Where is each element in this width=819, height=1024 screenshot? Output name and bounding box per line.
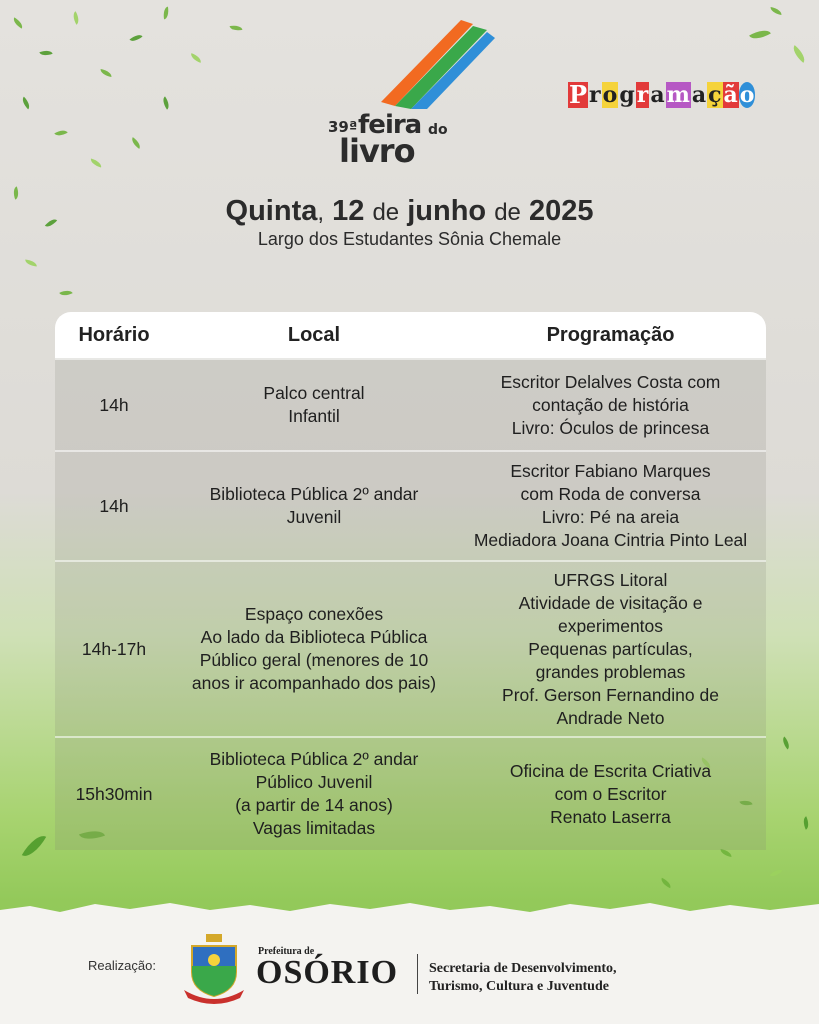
header-programacao: Programação — [546, 323, 675, 346]
cell-line: Palco central — [263, 383, 365, 403]
cell-line: Vagas limitadas — [252, 818, 376, 838]
torn-paper-edge — [0, 900, 819, 918]
secretaria-line: Turismo, Cultura e Juventude — [429, 979, 609, 994]
title-letter: a — [650, 82, 665, 108]
title-letter: r — [636, 82, 649, 108]
cell-programacao — [455, 569, 766, 730]
date-day: 12 — [332, 195, 365, 227]
cell-horario: 14h — [99, 495, 129, 516]
cell-line: Andrade Neto — [556, 707, 665, 728]
cell-horario: 14h-17h — [81, 638, 147, 659]
cell-line: Juvenil — [286, 507, 342, 527]
cell-line: Ao lado da Biblioteca Pública — [200, 627, 428, 647]
cell-local — [173, 382, 455, 428]
cell-programacao — [455, 371, 766, 440]
cell-line: contação de história — [532, 394, 689, 415]
cell-local — [173, 483, 455, 529]
cell-line: anos ir acompanhado dos pais) — [191, 673, 437, 693]
cell-line: Biblioteca Pública 2º andar — [209, 484, 419, 504]
table-body — [55, 358, 766, 850]
cell-line: Renato Laserra — [550, 806, 671, 827]
footer-divider — [417, 954, 418, 994]
cell-programacao — [455, 760, 766, 829]
city-name: OSÓRIO — [256, 954, 399, 991]
title-letter: P — [569, 80, 588, 109]
footer — [0, 914, 819, 1024]
secretaria-line: Secretaria de Desenvolvimento, — [429, 961, 617, 976]
event-name-feira: feira — [358, 110, 422, 140]
cell-line: grandes problemas — [535, 661, 686, 682]
schedule-table — [55, 312, 766, 850]
event-logo — [325, 14, 495, 170]
table-row — [55, 450, 766, 560]
edition-number: 39ª — [328, 118, 358, 136]
date-weekday: Quinta — [225, 195, 318, 227]
cell-line: Livro: Óculos de princesa — [511, 417, 710, 438]
cell-line: Público geral (menores de 10 — [199, 650, 429, 670]
cell-local — [173, 603, 455, 695]
cell-line: Espaço conexões — [244, 604, 384, 624]
cell-line: Pequenas partículas, — [528, 638, 693, 659]
cell-horario: 15h30min — [75, 783, 153, 804]
title-letter: m — [666, 82, 690, 108]
cell-line: Escritor Delalves Costa com — [500, 371, 721, 392]
cell-line: Prof. Gerson Fernandino de — [502, 684, 719, 705]
header-horario: Horário — [78, 323, 150, 346]
book-icon — [375, 14, 495, 109]
cell-line: Oficina de Escrita Criativa — [509, 760, 712, 781]
date-month: junho — [407, 195, 487, 227]
cell-line: Biblioteca Pública 2º andar — [209, 749, 419, 769]
table-header — [55, 312, 766, 358]
cell-line: Atividade de visitação e — [518, 592, 703, 613]
title-letter: o — [739, 82, 755, 108]
date-de: de — [372, 199, 400, 226]
cell-line: com o Escritor — [554, 783, 667, 804]
date-comma: , — [317, 199, 325, 226]
title-letter: o — [602, 82, 618, 108]
date-year: 2025 — [528, 195, 594, 227]
table-row — [55, 560, 766, 736]
section-title-programacao — [568, 82, 755, 108]
cell-line: Mediadora Joana Cintria Pinto Leal — [473, 530, 748, 550]
event-name-do: do — [428, 122, 448, 138]
title-letter: g — [619, 82, 635, 108]
realizacao-label: Realização: — [88, 958, 156, 973]
cell-line: UFRGS Litoral — [553, 569, 668, 590]
cell-line: Livro: Pé na areia — [541, 507, 680, 527]
cell-horario: 14h — [99, 394, 129, 415]
table-row — [55, 358, 766, 450]
cell-line: experimentos — [557, 615, 664, 636]
date-de: de — [494, 199, 521, 226]
event-venue: Largo dos Estudantes Sônia Chemale — [257, 229, 562, 249]
cell-line: Público Juvenil — [255, 772, 373, 792]
event-date — [0, 195, 819, 228]
secretaria-name — [429, 960, 617, 996]
title-letter: a — [691, 82, 707, 108]
header-local: Local — [287, 323, 341, 346]
table-row — [55, 736, 766, 850]
event-name-livro: livro — [339, 132, 415, 170]
title-letter: r — [589, 82, 601, 108]
cell-programacao — [455, 460, 766, 552]
title-letter: ç — [708, 82, 722, 108]
city-crest-icon — [178, 932, 250, 1004]
prefeitura-de-label: Prefeitura de — [258, 946, 315, 957]
cell-local — [173, 748, 455, 840]
cell-line: com Roda de conversa — [520, 484, 701, 504]
cell-line: Infantil — [288, 406, 340, 426]
cell-line: Escritor Fabiano Marques — [510, 461, 711, 481]
cell-line: (a partir de 14 anos) — [235, 795, 393, 815]
title-letter: ã — [723, 82, 738, 108]
